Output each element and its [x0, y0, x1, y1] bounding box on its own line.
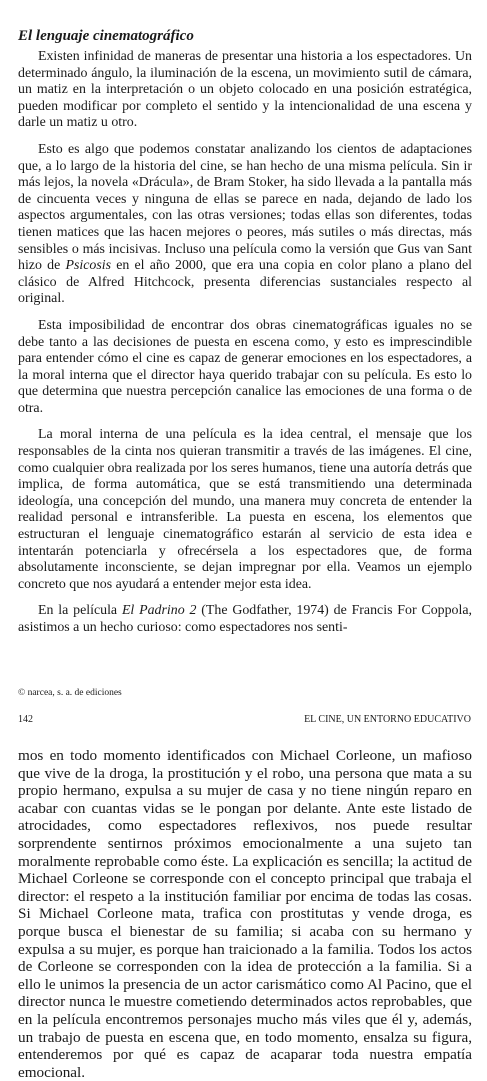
paragraph-text: (The Godfather, 1974) de Francis For Coppola, asistimos a un hecho curioso: como espectadores nos senti- [18, 603, 472, 635]
upper-page [18, 28, 472, 637]
paragraph-text: Esto es algo que podemos constatar analizando los cientos de adaptaciones que, a lo largo de la historia del cine, se han hecho de una misma película. Sin ir más lejos, la novela «Drácula», de Bram Stoker, ha sido llevada a la pantalla más de cincuenta veces y ninguna de ellas se parece en nada, dejando de lado los aspectos argumentales, con las otras versiones; todas ellas son diferentes, todas tienen matices que las hacen mejores o peores, más sutiles o más directas, más sensibles o más incisivas. Incluso una película como la versión que Gus van Sant hizo de [18, 141, 472, 274]
page-number: 142 [18, 714, 33, 725]
section-title: El lenguaje cinematográfico [18, 28, 194, 44]
paragraph-3 [18, 318, 472, 418]
paragraph-5 [18, 603, 472, 636]
lower-page [18, 747, 472, 1081]
italic-title-text: Psicosis [65, 258, 111, 274]
paragraph-text: La moral interna de una película es la idea central, el mensaje que los responsables de la cinta nos quieran transmitir a través de las imágenes. El cine, como cualquier obra realizada por los seres humanos, tiene una autoría detrás que implica, de forma automática, que se está transmitiendo una determinada ideología, una concepción del mundo, una manera muy concreta de entender la realidad personal e intransferible. La puesta en escena, los elementos que estructuran el lenguaje cinematográfico estarán al servicio de esta idea e intentarán potenciarla y ofrecérsela a los espectadores que, de forma absolutamente inconsciente, se dejan impregnar por ella. Veamos un ejemplo concreto que nos ayudará a entender mejor esta idea. [18, 427, 472, 592]
paragraph-text: mos en todo momento identificados con Michael Corleone, un mafioso que vive de la droga, la prostitución y el robo, una persona que mata a su propio hermano, expulsa a su mujer de casa y no tiene ningún reparo en acabar con cuantas vidas se le pongan por delante. Ante este listado de atrocidades, como espectadores reflexivos, nos puede resultar sorprendente sentirnos próximos emocionalmente a una sujeto tan moralmente reprobable como éste. La explicación es sencilla; la actitud de Michael Corleone se corresponde con el concepto principal que trabaja el director: el respeto a la institución familiar por encima de todas las cosas. Si Michael Corleone mata, trafica con prostitutas y vende droga, es porque busca el bienestar de su familia; si acaba con su hermano y expulsa a su mujer, es porque han traicionado a la familia. Todos los actos de Corleone se corresponden con la idea de protección a la familia. Si a ello le unimos la presencia de un actor carismático como Al Pacino, que el director nunca le muestre cometiendo determinados actos reprobables, que en la película encontremos personajes mucho más viles que él y, además, un trabajo de puesta en escena que, en todo momento, ensalza su figura, entenderemos por qué es capaz de acaparar toda nuestra empatía emocional. [18, 747, 472, 1081]
continued-paragraph [18, 747, 472, 1081]
paragraph-text: en el año 2000, que era una copia en color plano a plano del clásico de Alfred Hitchcock, presenta diferencias sustanciales respecto al original. [18, 258, 472, 307]
running-head: EL CINE, UN ENTORNO EDUCATIVO [304, 714, 471, 725]
paragraph-1 [18, 49, 472, 132]
page-folio [18, 714, 471, 726]
paragraph-4 [18, 427, 472, 593]
paragraph-text: Existen infinidad de maneras de presentar una historia a los espectadores. Un determinado ángulo, la iluminación de la escena, un movimiento sutil de cámara, un matiz en la interpretación o un objeto colocado en una posición estratégica, pueden modificar por completo el sentido y la intencionalidad de una escena y darle un matiz u otro. [18, 49, 472, 131]
italic-title-text: El Padrino 2 [121, 603, 197, 619]
copyright-notice: © narcea, s. a. de ediciones [18, 688, 122, 698]
paragraph-text: Esta imposibilidad de encontrar dos obras cinematográficas iguales no se debe tanto a las decisiones de puesta en escena como, y esto es imprescindible para entender cómo el cine es capaz de generar emociones en los espectadores, a la moral interna que el director haya querido trabajar con su película. Es esto lo que determina que nuestra percepción canalice las emociones de una forma o de otra. [18, 317, 472, 416]
paragraph-2 [18, 142, 472, 308]
paragraph-text: En la película [38, 603, 122, 619]
